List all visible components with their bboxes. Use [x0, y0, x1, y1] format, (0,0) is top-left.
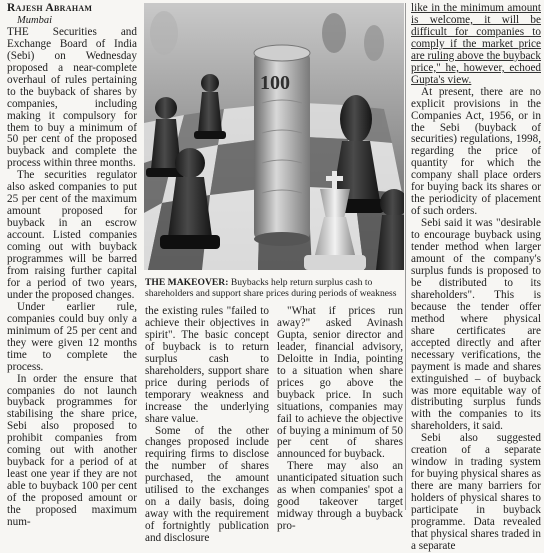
- dateline: Mumbai: [17, 14, 52, 26]
- article-column-4: [411, 3, 541, 553]
- column-1-body: [7, 27, 137, 529]
- paragraph: Some of the other changes proposed include requiring firms to disclose the number of shares purchased, the amount utilised to the exchanges on a daily basis, doing away with the requirement of fortnightly publication and disclosure: [145, 424, 269, 545]
- paragraph: In order the ensure that companies do not launch buyback programmes for stabilising the share price, Sebi also proposed to prohibit companies from coming out with another buyback for a period of at least one year if they are not able to buyback 100 per cent of the proposed amount or the proposed maximum num-: [7, 372, 137, 528]
- byline: Rajesh Abraham: [7, 2, 93, 14]
- paragraph: Sebi also suggested creation of a separate window in trading system for buying physical shares as there are many barriers for holders of physical shares to participate in buyback programme. Data revealed that physical shares traded in a separate: [411, 432, 541, 552]
- article-column-3: [277, 306, 403, 533]
- chessboard-banknote-image: [144, 3, 404, 270]
- paragraph: The securities regulator also asked companies to put 25 per cent of the maximum amount proposed for buyback in an escrow account. Listed companies coming out with buyback programmes will be barred from raising further capital for a period of two years, under the proposed changes.: [7, 169, 137, 301]
- column-divider: [405, 3, 406, 510]
- paragraph: Under earlier rule, companies could buy only a minimum of 25 per cent and they were given 12 months time to complete the process.: [7, 300, 137, 373]
- paragraph: the existing rules "failed to achieve their objectives in spirit". The basic concept of buyback is to return surplus cash to shareholders, support share price during periods of temporary weakness and increase the underlying share value.: [145, 305, 269, 425]
- paragraph: Sebi said it was "desirable to encourage buyback using tender method when larger amount of the company's surplus funds is proposed to be distributed to its shareholders". This is because the tender offer method where physical share certificates are accepted directly and after necessary verifications, the payment is made and shares extinguished – of buyback was more equitable way of distributing surplus funds with the companies to its shareholders, it said.: [411, 217, 541, 433]
- article-column-2: [145, 306, 269, 545]
- banknote-text: 100: [260, 72, 290, 94]
- caption-text: Buybacks help return surplus cash to shareholders and support share prices during periods of weakness: [145, 277, 397, 299]
- photo-caption: [145, 277, 403, 299]
- paragraph: [411, 3, 541, 87]
- caption-label: THE MAKEOVER:: [145, 277, 229, 288]
- paragraph: "What if prices run away?" asked Avinash Gupta, senior director and leader, financial advisory, Deloitte in India, pointing to a situation when share prices go above the buyback price. In such situations, companies may fail to achieve the objective of buying a minimum of 50 per cent of shares announced for buyback.: [277, 305, 403, 461]
- chess-photo: [144, 3, 404, 270]
- paragraph: There may also an unanticipated situation such as when companies' spot a good takeover target midway through a buyback pro-: [277, 460, 403, 533]
- highlighted-text: like in the minimum amount is welcome, it will be difficult for companies to comply if the market price are ruling above the buyback price," he, however, echoed Gupta's view.: [411, 2, 541, 86]
- paragraph: At present, there are no explicit provisions in the Companies Act, 1956, or in the Sebi (buyback of securities) regulations, 1998, regarding the price of quantity for which the company shall place orders for buying back its shares or the periodicity of placement of such orders.: [411, 85, 541, 218]
- paragraph: THE Securities and Exchange Board of India (Sebi) on Wednesday proposed a near-complete overhaul of rules pertaining to the buyback of shares by companies, including making it compulsory for them to buy a minimum of 50 per cent of the proposed buyback and complete the process within three months.: [7, 25, 137, 170]
- article-column-1: [7, 3, 137, 529]
